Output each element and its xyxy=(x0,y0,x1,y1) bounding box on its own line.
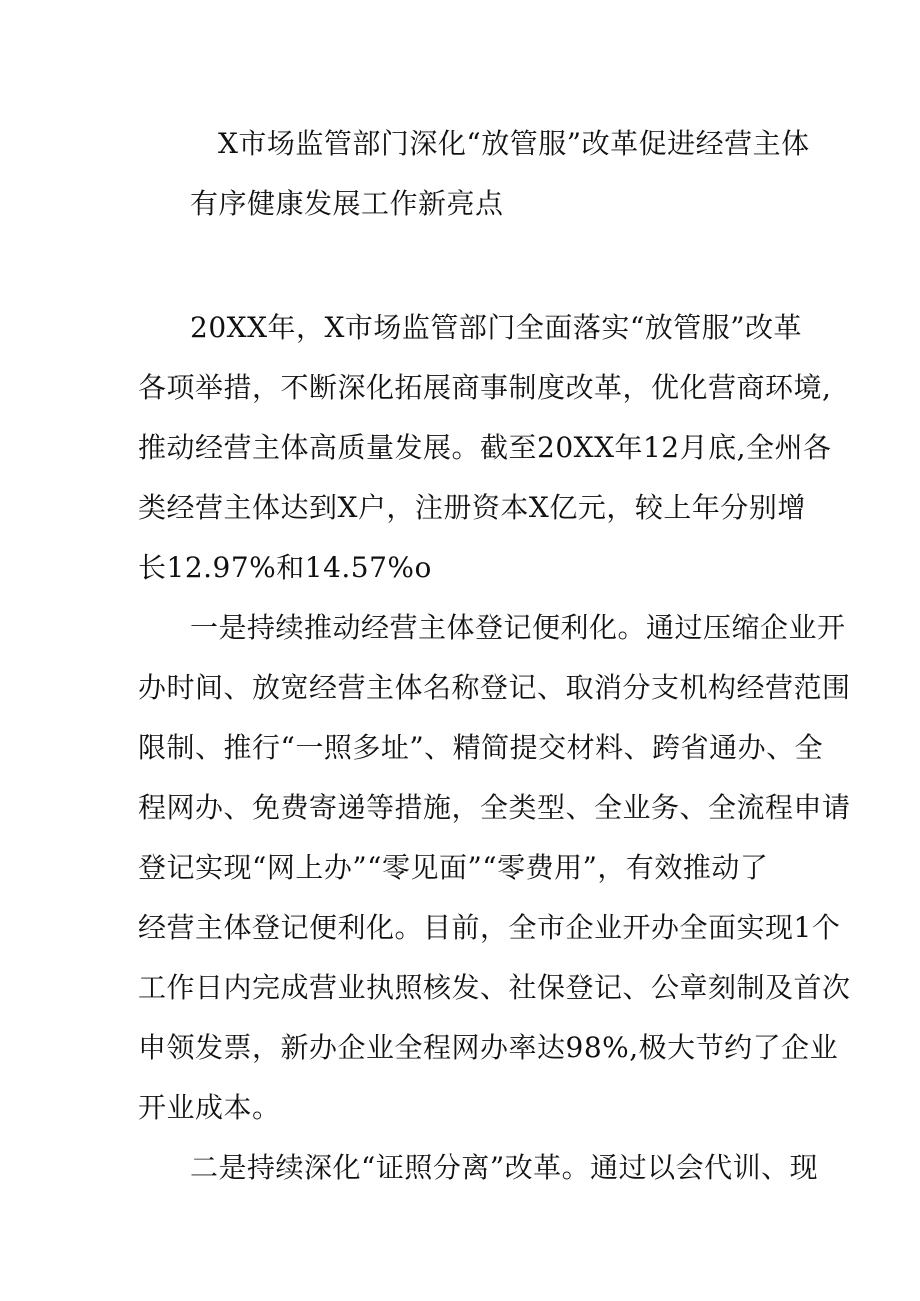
paragraph-line: 办时间、放宽经营主体名称登记、取消分支机构经营范围 xyxy=(138,671,851,704)
paragraph-line: 经营主体登记便利化。目前，全市企业开办全面实现1个 xyxy=(138,911,841,944)
paragraph-line: 一是持续推动经营主体登记便利化。通过压缩企业开 xyxy=(190,611,846,644)
paragraph-line: 各项举措，不断深化拓展商事制度改革，优化营商环境, xyxy=(138,371,832,404)
paragraph-line: 长12.97%和14.57%o xyxy=(138,551,432,584)
paragraph-line: 类经营主体达到X户，注册资本X亿元，较上年分别增 xyxy=(138,491,806,524)
paragraph-line: 开业成本。 xyxy=(138,1091,281,1124)
paragraph-line: 20XX年，X市场监管部门全面落实“放管服”改革 xyxy=(190,311,803,344)
paragraph-line: 程网办、免费寄递等措施，全类型、全业务、全流程申请 xyxy=(138,791,851,824)
paragraph-line: 限制、推行“一照多址”、精简提交材料、跨省通办、全 xyxy=(138,731,824,764)
paragraph-line: 推动经营主体高质量发展。截至20XX年12月底,全州各 xyxy=(138,431,832,464)
paragraph-line: 二是持续深化“证照分离”改革。通过以会代训、现 xyxy=(190,1151,819,1184)
paragraph-line: 登记实现“网上办”“零见面”“零费用”，有效推动了 xyxy=(138,851,769,884)
paragraph-line: 申领发票，新办企业全程网办率达98%,极大节约了企业 xyxy=(138,1031,839,1064)
title-line-1: X市场监管部门深化“放管服”改革促进经营主体 xyxy=(218,127,810,160)
paragraph-line: 工作日内完成营业执照核发、社保登记、公章刻制及首次 xyxy=(138,971,851,1004)
title-line-2: 有序健康发展工作新亮点 xyxy=(190,187,504,220)
